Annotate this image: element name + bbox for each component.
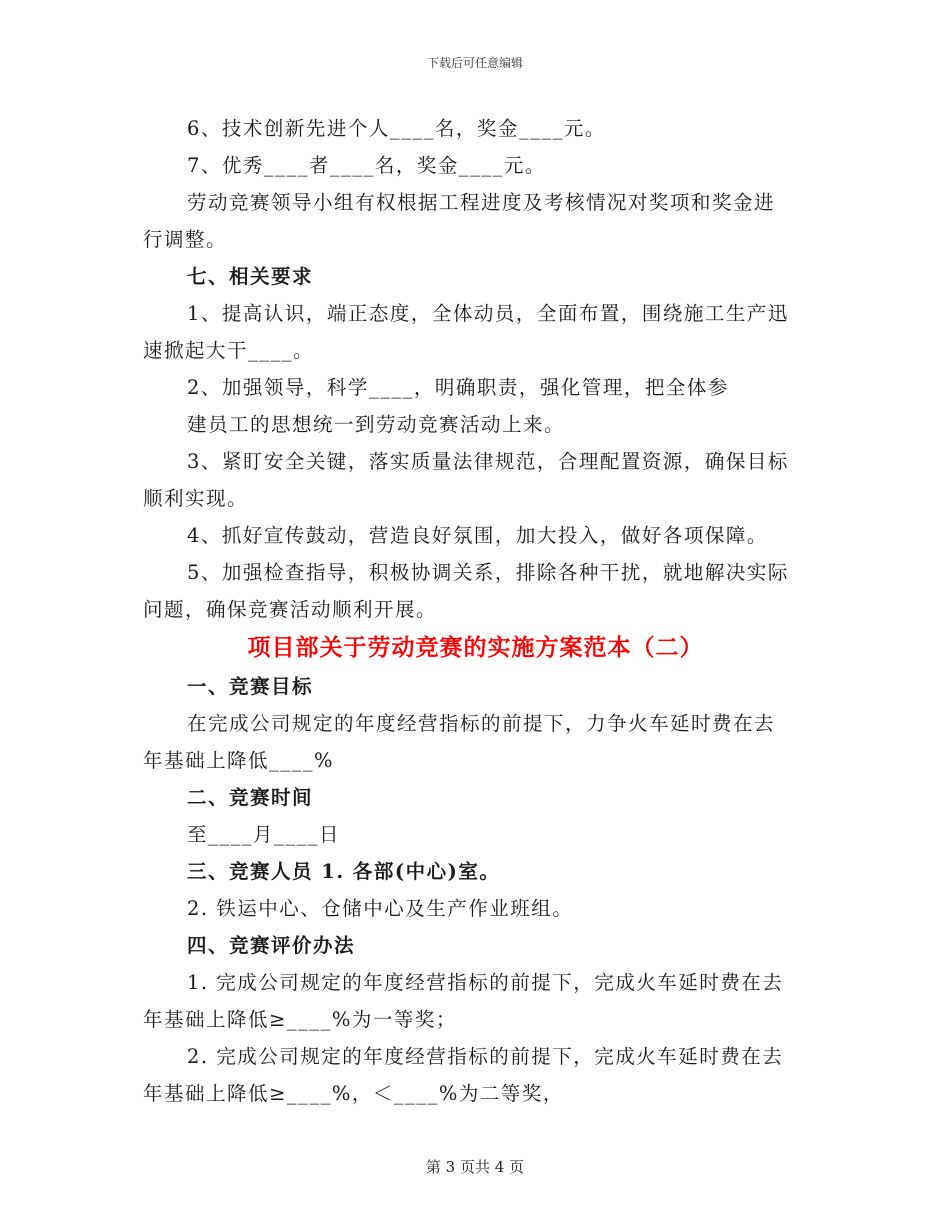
section-heading: 一、竞赛目标 (187, 675, 314, 698)
section-heading: 二、竞赛时间 (187, 786, 314, 809)
doc-line: 劳动竞赛领导小组有权根据工程进度及考核情况对奖项和奖金进 (187, 191, 776, 214)
document-body (143, 110, 808, 1112)
doc-line: 4、抓好宣传鼓动，营造良好氛围，加大投入，做好各项保障。 (187, 524, 768, 547)
doc-line: 行调整。 (143, 228, 228, 251)
doc-line: 至____月____日 (187, 823, 341, 846)
doc-line: 问题，确保竞赛活动顺利开展。 (143, 598, 438, 621)
doc-line: 3、紧盯安全关键，落实质量法律规范，合理配置资源，确保目标 (187, 450, 789, 473)
doc-line: 2. 完成公司规定的年度经营指标的前提下，完成火车延时费在去 (187, 1045, 784, 1068)
doc-line: 年基础上降低____% (143, 749, 335, 772)
section-heading: 四、竞赛评价办法 (187, 934, 356, 957)
doc-line: 顺利实现。 (143, 487, 249, 510)
doc-line: 7、优秀____者____名，奖金____元。 (187, 154, 546, 177)
doc-line: 年基础上降低≥____%为一等奖； (143, 1008, 457, 1031)
doc-line: 2、加强领导，科学____，明确职责，强化管理，把全体参 (187, 376, 729, 399)
doc-line: 在完成公司规定的年度经营指标的前提下，力争火车延时费在去 (187, 712, 776, 735)
doc-line: 建员工的思想统一到劳动竞赛活动上来。 (187, 413, 566, 436)
doc-line: 年基础上降低≥____%，＜____%为二等奖， (143, 1082, 564, 1105)
document-title: 项目部关于劳动竞赛的实施方案范本（二） (247, 634, 704, 661)
section-heading: 三、竞赛人员 1. 各部(中心)室。 (187, 860, 501, 883)
page-header: 下载后可任意编辑 (426, 56, 523, 70)
doc-line: 5、加强检查指导，积极协调关系，排除各种干扰，就地解决实际 (187, 561, 789, 584)
doc-line: 1、提高认识，端正态度，全体动员，全面布置，围绕施工生产迅 (187, 302, 789, 325)
section-heading: 七、相关要求 (187, 265, 314, 288)
doc-line: 2. 铁运中心、仓储中心及生产作业班组。 (187, 897, 574, 920)
doc-line: 速掀起大干____。 (143, 339, 315, 362)
page-footer: 第 3 页共 4 页 (425, 1158, 525, 1176)
doc-line: 1. 完成公司规定的年度经营指标的前提下，完成火车延时费在去 (187, 971, 784, 994)
doc-line: 6、技术创新先进个人____名，奖金____元。 (187, 117, 606, 140)
